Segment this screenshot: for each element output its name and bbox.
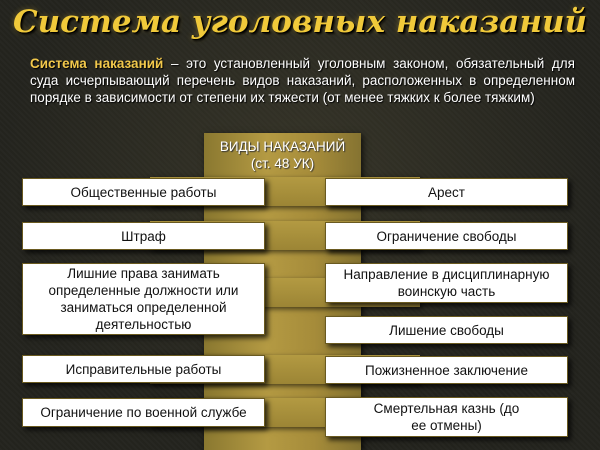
punishment-box-right: Лишение свободы (325, 316, 568, 344)
punishment-box-left: Исправительные работы (22, 355, 265, 383)
punishment-box-right: Направление в дисциплинарную воинскую часть (325, 263, 568, 303)
punishment-box-right: Пожизненное заключение (325, 356, 568, 384)
definition-term: Система наказаний (30, 56, 164, 71)
punishment-box-left: Общественные работы (22, 178, 265, 206)
page-title: Система уголовных наказаний (12, 4, 588, 40)
center-label (204, 138, 361, 172)
center-label-line1: ВИДЫ НАКАЗАНИЙ (219, 139, 346, 154)
punishment-box-right: Ограничение свободы (325, 222, 568, 250)
punishment-box-left: Ограничение по военной службе (22, 398, 265, 427)
definition-body: – это установленный уголовным законом, обязательный для суда исчерпывающий перечень видов наказаний, расположенных в определенном порядке в зависимости от степени их тяжести (от менее тяжких к более тяжким) (30, 56, 575, 105)
punishment-box-right: Арест (325, 178, 568, 206)
punishment-box-left: Штраф (22, 222, 265, 250)
center-label-line2: (ст. 48 УК) (250, 156, 315, 171)
definition-text (30, 55, 575, 106)
punishment-box-right: Смертельная казнь (до ее отмены) (325, 397, 568, 437)
punishment-box-left: Лишние права занимать определенные должности или заниматься определенной деятельностью (22, 263, 265, 335)
